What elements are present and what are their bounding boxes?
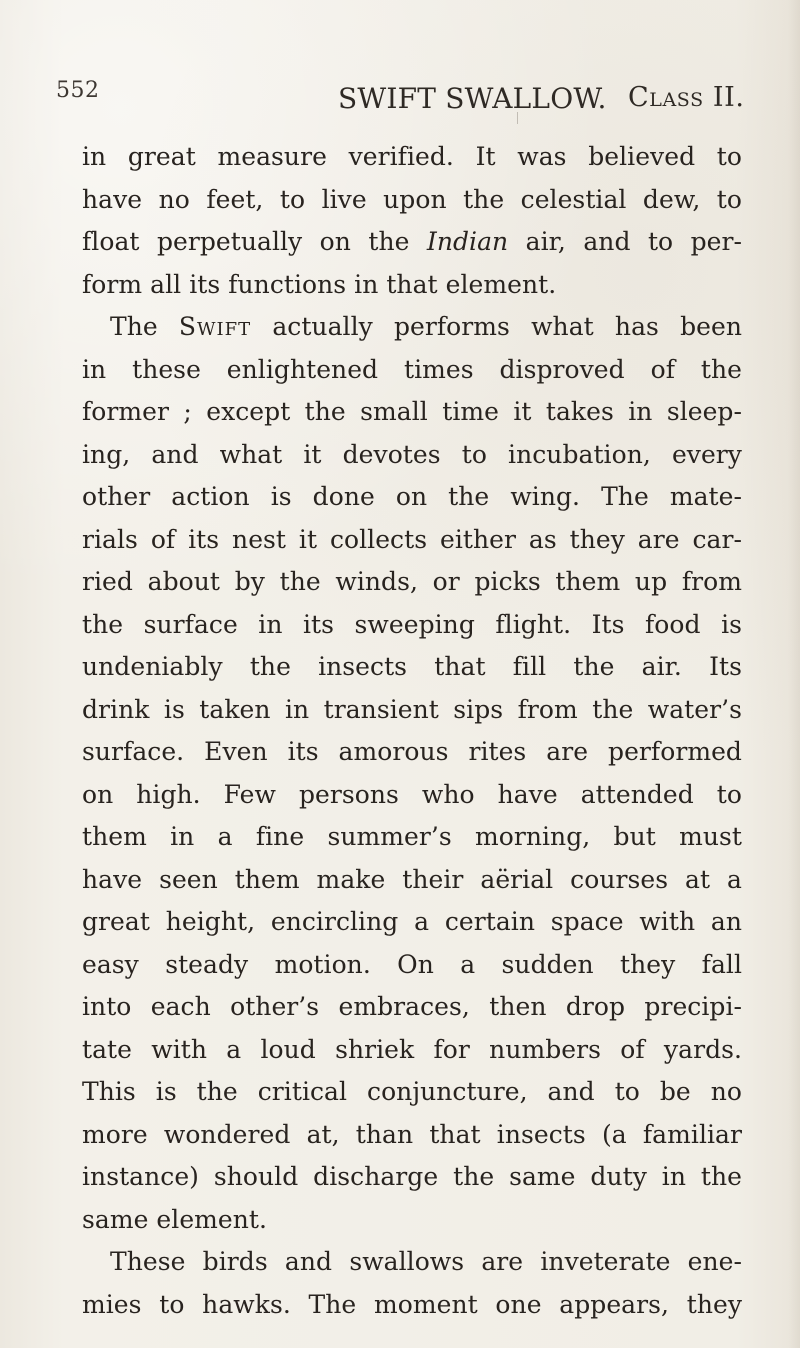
text-line-7: former ; except the small time it takes in sleep-	[82, 397, 742, 426]
page-header	[0, 78, 800, 118]
text-line-5-end: actually performs what has been	[251, 312, 742, 341]
text-line-6: in these enlightened times disproved of the	[82, 354, 742, 384]
text-line-3-start: float perpetually on the	[82, 227, 427, 256]
small-caps-swift: Swift	[178, 312, 252, 341]
text-line-3-end: air, and to per-	[508, 227, 742, 256]
text-line-12: the surface in its sweeping flight. Its food is	[82, 609, 742, 639]
running-title: SWIFT SWALLOW.	[338, 82, 607, 115]
text-line-15: surface. Even its amorous rites are performed	[82, 737, 742, 766]
text-line-19: great height, encircling a certain space with an	[82, 907, 742, 936]
text-line-16: on high. Few persons who have attended to	[82, 779, 742, 809]
text-line-5-start: The	[110, 312, 179, 341]
italic-indian: Indian	[426, 227, 509, 256]
text-line-5	[82, 306, 742, 349]
text-line-10: rials of its nest it collects either as they are car-	[82, 524, 742, 554]
text-line-8: ing, and what it devotes to incubation, every	[82, 439, 742, 469]
page-mark	[517, 112, 518, 124]
text-line-26: same element.	[82, 1204, 268, 1234]
text-line-9: other action is done on the wing. The mate-	[82, 482, 742, 511]
text-line-11: ried about by the winds, or picks them up from	[82, 567, 742, 596]
text-line-17: them in a fine summer’s morning, but must	[82, 822, 742, 851]
text-line-14: drink is taken in transient sips from the water’s	[82, 694, 742, 724]
text-line-4: form all its functions in that element.	[82, 269, 557, 299]
text-line-23: This is the critical conjuncture, and to be no	[82, 1077, 742, 1106]
text-line-24: more wondered at, than that insects (a familiar	[82, 1119, 742, 1149]
text-line-22: tate with a loud shriek for numbers of yards.	[82, 1034, 742, 1064]
page-number: 552	[56, 78, 100, 103]
text-line-3	[82, 221, 742, 264]
text-line-2: have no feet, to live upon the celestial dew, to	[82, 184, 742, 214]
text-line-21: into each other’s embraces, then drop precipi-	[82, 992, 742, 1021]
text-line-28: mies to hawks. The moment one appears, they	[82, 1289, 742, 1319]
text-line-1: in great measure verified. It was believed to	[82, 142, 742, 171]
text-line-13: undeniably the insects that fill the air. Its	[82, 652, 742, 681]
text-line-25: instance) should discharge the same duty in the	[82, 1162, 742, 1191]
class-label: Class II.	[628, 82, 745, 113]
text-line-27: These birds and swallows are inveterate ene-	[110, 1247, 742, 1276]
text-line-20: easy steady motion. On a sudden they fall	[82, 949, 742, 979]
main-text	[82, 136, 742, 1326]
text-line-18: have seen them make their aërial courses at a	[82, 864, 742, 894]
